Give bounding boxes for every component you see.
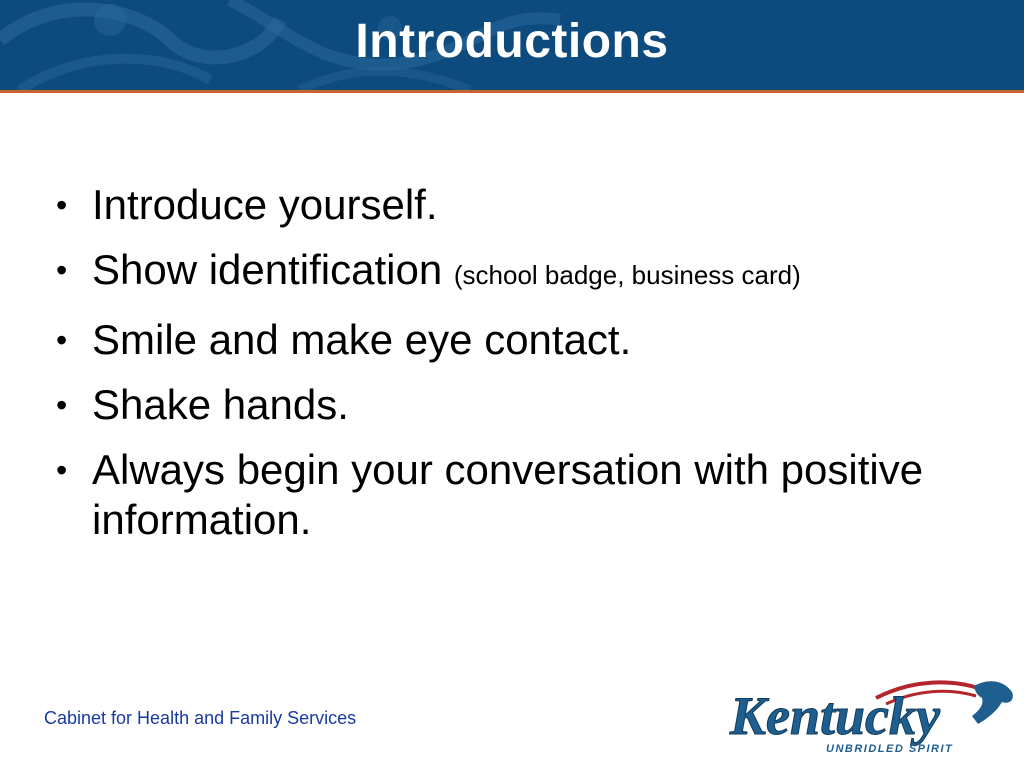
logo-wordmark: Kentucky (730, 686, 940, 746)
slide-title: Introductions (355, 15, 669, 68)
bullet-item (56, 380, 1006, 430)
bullet-item (56, 315, 1006, 365)
bullet-text: Smile and make eye contact. (92, 316, 632, 363)
header-divider (0, 90, 1024, 93)
swirl-shape (300, 71, 470, 90)
bullet-icon: • (56, 252, 68, 288)
bullet-text: Shake hands. (92, 381, 349, 428)
kentucky-logo (726, 672, 1016, 758)
footer-organization: Cabinet for Health and Family Services (44, 708, 357, 728)
bullet-icon: • (56, 187, 68, 223)
slide-header (0, 0, 1024, 90)
horse-head-icon (972, 681, 1013, 724)
bullet-item (56, 180, 1006, 230)
bullet-icon: • (56, 322, 68, 358)
bullet-text: Show identification (92, 246, 454, 293)
bullet-text: Introduce yourself. (92, 181, 438, 228)
bullet-item (56, 245, 1006, 300)
bullet-note: (school badge, business card) (453, 260, 801, 290)
bullet-list (56, 180, 1006, 560)
bullet-icon: • (56, 452, 68, 488)
bullet-item (56, 445, 1006, 545)
bullet-text: Always begin your conversation with positive information. (92, 446, 924, 543)
logo-tagline: UNBRIDLED SPIRIT (826, 743, 954, 755)
bullet-icon: • (56, 387, 68, 423)
